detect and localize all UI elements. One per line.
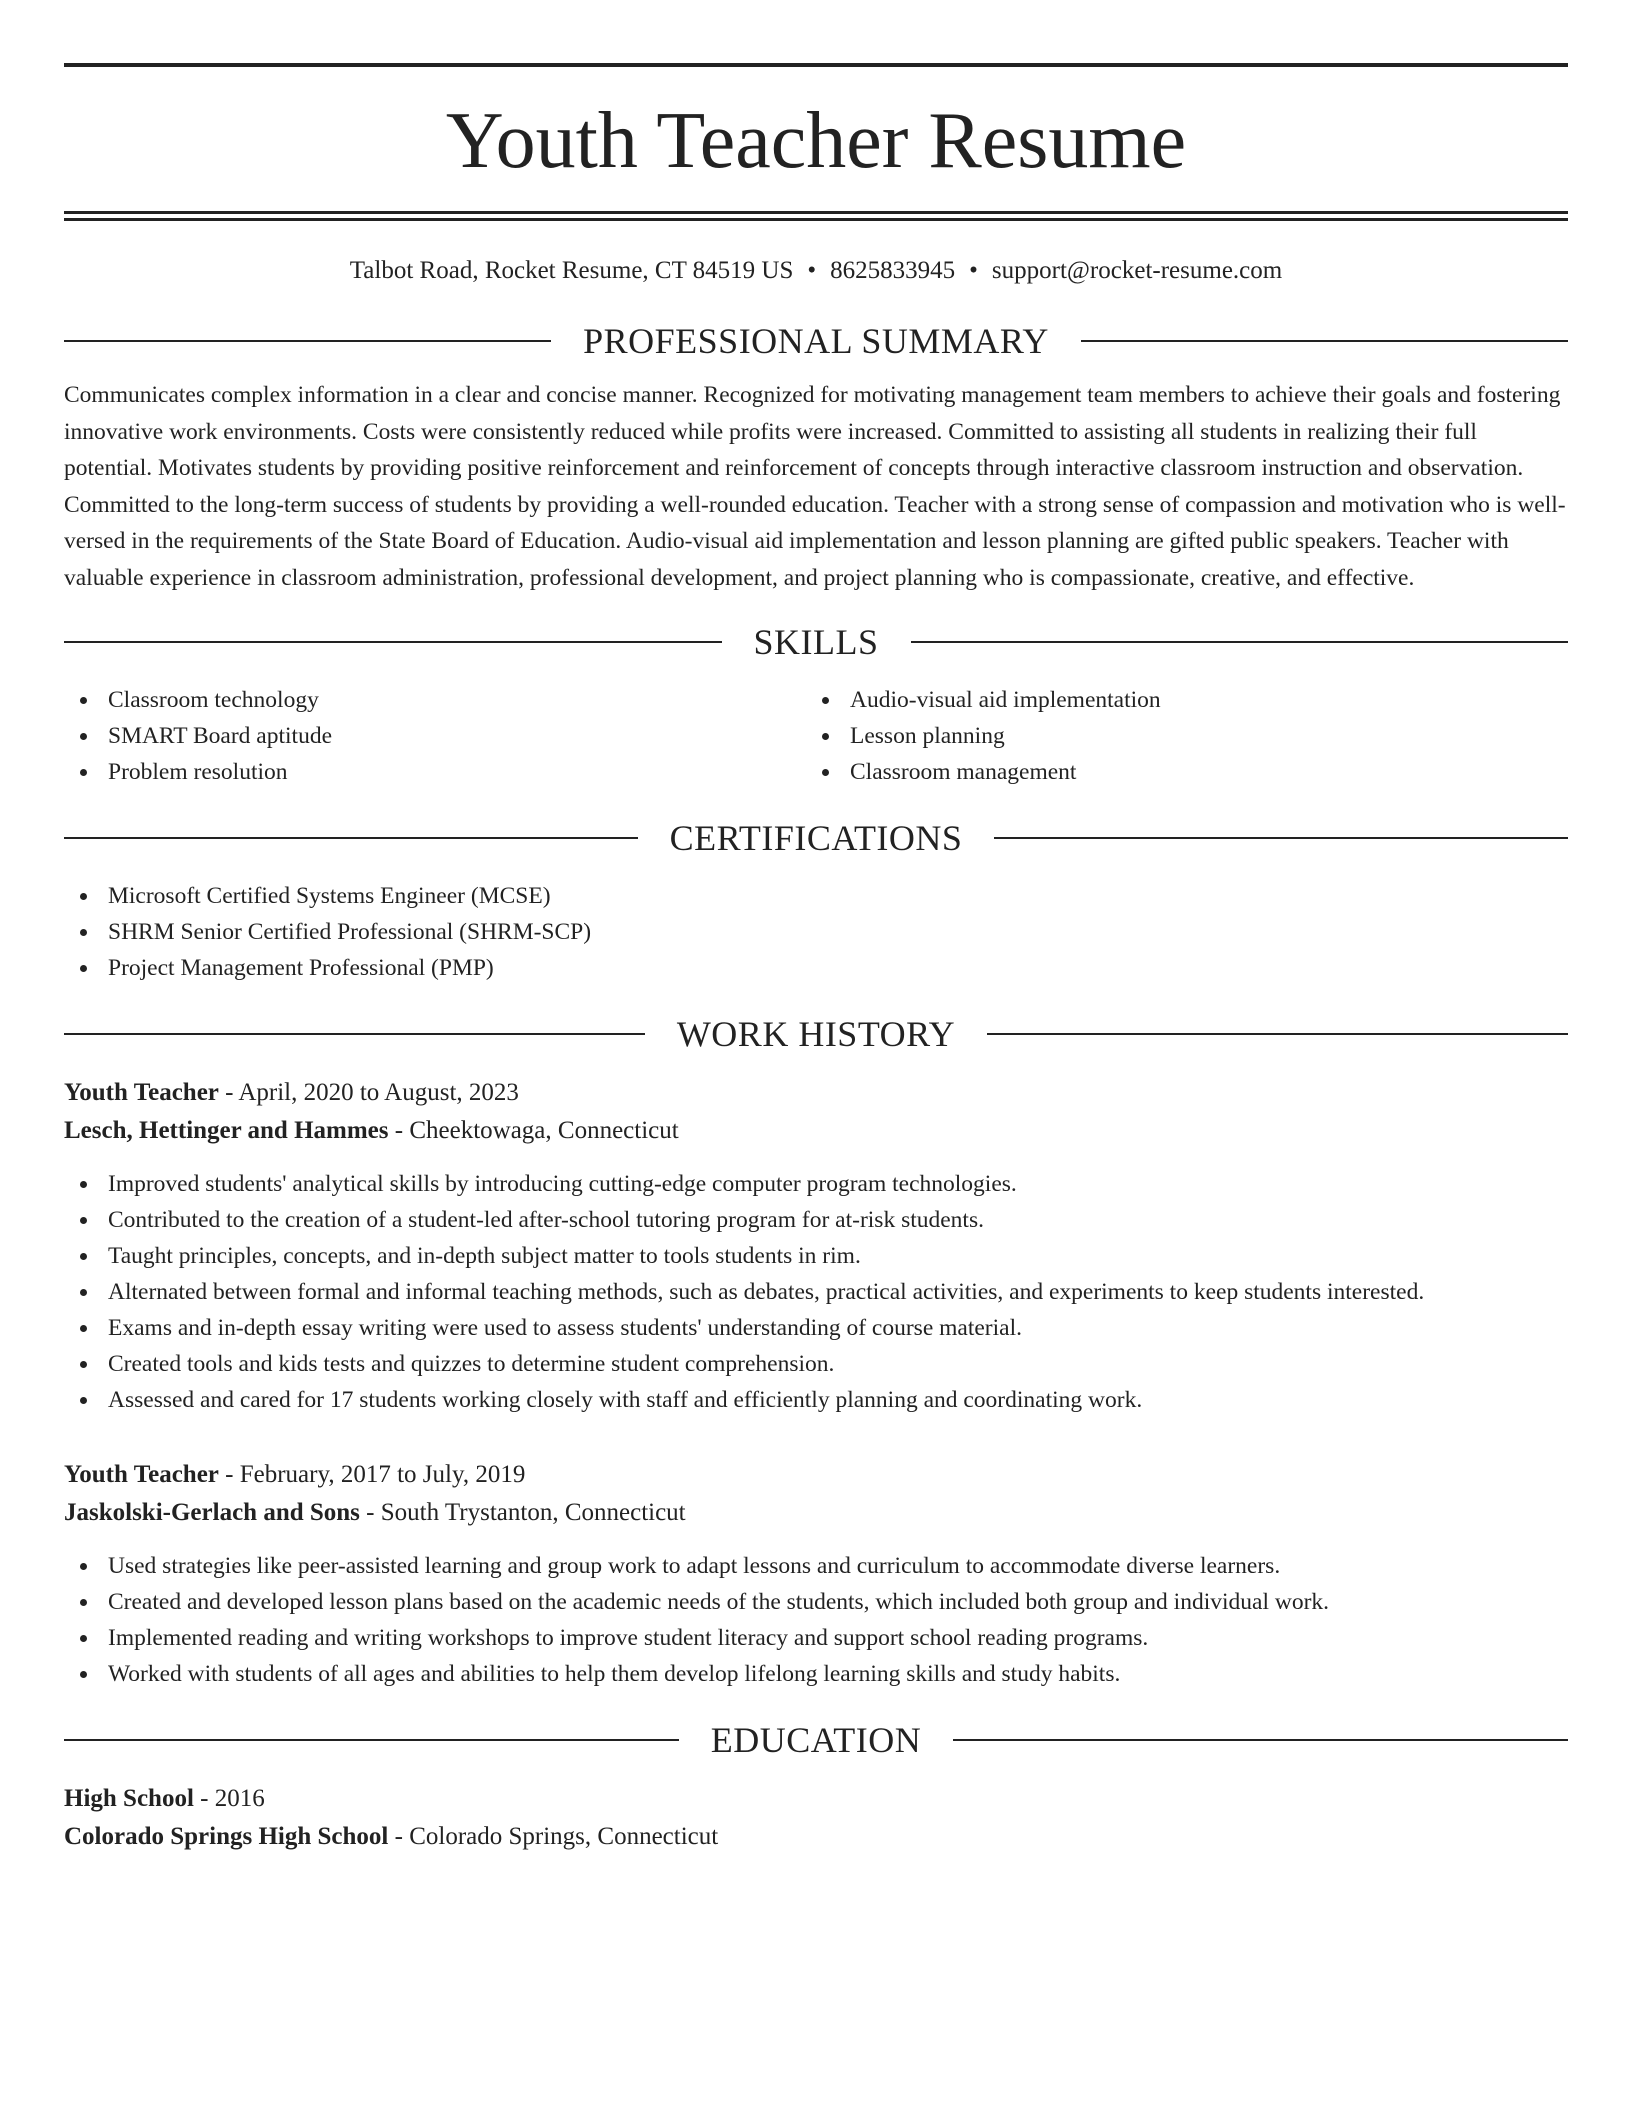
certification-item: SHRM Senior Certified Professional (SHRM-SCP): [64, 914, 1568, 950]
education-school-line: [64, 1818, 1568, 1856]
skill-item: Classroom technology: [64, 682, 806, 718]
job-entry: [64, 1074, 1568, 1418]
job-bullets: [64, 1548, 1568, 1692]
contact-line: [64, 255, 1568, 287]
section-heading-skills: [64, 620, 1568, 664]
dash: -: [225, 1460, 234, 1488]
heading-rule: [64, 641, 722, 643]
heading-rule: [64, 340, 551, 342]
job-bullet: Contributed to the creation of a student-led after-school tutoring program for at-risk students.: [64, 1202, 1568, 1238]
heading-rule: [64, 1739, 679, 1741]
job-title: Youth Teacher: [64, 1460, 219, 1488]
job-bullet: Assessed and cared for 17 students working closely with staff and efficiently planning and coordinating work.: [64, 1382, 1568, 1418]
job-title-line: [64, 1074, 1568, 1112]
dash: -: [394, 1822, 403, 1850]
heading-rule: [1081, 340, 1568, 342]
resume-title: Youth Teacher Resume: [445, 97, 1187, 185]
skill-item: Lesson planning: [806, 718, 1548, 754]
heading-rule: [994, 837, 1568, 839]
section-heading-summary: [64, 319, 1568, 363]
job-company: Lesch, Hettinger and Hammes: [64, 1116, 389, 1144]
section-title: SKILLS: [753, 621, 879, 662]
job-dates: February, 2017 to July, 2019: [239, 1460, 526, 1488]
certifications-list: [64, 878, 1568, 986]
heading-rule: [953, 1739, 1568, 1741]
heading-rule: [64, 1033, 645, 1035]
title-double-rule: [64, 211, 1568, 221]
job-bullet: Taught principles, concepts, and in-depth subject matter to tools students in rim.: [64, 1238, 1568, 1274]
certification-item: Project Management Professional (PMP): [64, 950, 1568, 986]
skills-list-right: [806, 682, 1548, 790]
section-title: PROFESSIONAL SUMMARY: [583, 321, 1049, 361]
education-degree: High School: [64, 1784, 194, 1812]
skill-item: Problem resolution: [64, 754, 806, 790]
job-location: Cheektowaga, Connecticut: [409, 1116, 679, 1144]
dash: -: [366, 1498, 375, 1526]
job-dates: April, 2020 to August, 2023: [238, 1078, 519, 1106]
skills-columns: [64, 682, 1568, 790]
education-location: Colorado Springs, Connecticut: [409, 1822, 719, 1850]
section-heading-certifications: [64, 816, 1568, 860]
section-title: WORK HISTORY: [676, 1013, 956, 1054]
contact-separator: •: [969, 257, 978, 284]
certification-item: Microsoft Certified Systems Engineer (MCSE): [64, 878, 1568, 914]
skill-item: Classroom management: [806, 754, 1548, 790]
skill-item: Audio-visual aid implementation: [806, 682, 1548, 718]
dash: -: [200, 1784, 209, 1812]
summary-paragraph: Communicates complex information in a clear and concise manner. Recognized for motivating management team members to achieve their goals and fostering innovative work environments. Costs were consistently reduced while profits were increased. Committed to assisting all students in realizing their full potential. Motivates students by providing positive reinforcement and reinforcement of concepts through interactive classroom instruction and observation. Committed to the long-term success of students by providing a well-rounded education. Teacher with a strong sense of compassion and motivation who is well-versed in the requirements of the State Board of Education. Audio-visual aid implementation and lesson planning are gifted public speakers. Teacher with valuable experience in classroom administration, professional development, and project planning who is compassionate, creative, and effective.: [64, 382, 1566, 591]
job-title: Youth Teacher: [64, 1078, 219, 1106]
top-rule: [64, 63, 1568, 67]
job-bullet: Used strategies like peer-assisted learning and group work to adapt lessons and curriculum to accommodate diverse learners.: [64, 1548, 1568, 1584]
contact-email: support@rocket-resume.com: [991, 257, 1283, 284]
job-entry: [64, 1456, 1568, 1692]
job-bullet: Improved students' analytical skills by introducing cutting-edge computer program technologies.: [64, 1166, 1568, 1202]
job-bullet: Worked with students of all ages and abilities to help them develop lifelong learning skills and study habits.: [64, 1656, 1568, 1692]
job-company-line: [64, 1494, 1568, 1532]
section-heading-work-history: [64, 1012, 1568, 1056]
job-bullet: Created tools and kids tests and quizzes to determine student comprehension.: [64, 1346, 1568, 1382]
section-title: EDUCATION: [710, 1719, 922, 1760]
job-bullets: [64, 1166, 1568, 1418]
skills-list-left: [64, 682, 806, 790]
job-bullet: Exams and in-depth essay writing were used to assess students' understanding of course material.: [64, 1310, 1568, 1346]
dash: -: [394, 1116, 404, 1144]
education-degree-line: [64, 1780, 1568, 1818]
heading-rule: [64, 837, 638, 839]
dash: -: [225, 1078, 234, 1106]
section-heading-education: [64, 1718, 1568, 1762]
job-bullet: Implemented reading and writing workshops to improve student literacy and support school reading programs.: [64, 1620, 1568, 1656]
heading-rule: [987, 1033, 1568, 1035]
job-title-line: [64, 1456, 1568, 1494]
job-company-line: [64, 1112, 1568, 1150]
education-entry: [64, 1780, 1568, 1856]
contact-separator: •: [807, 257, 817, 284]
education-school: Colorado Springs High School: [64, 1822, 389, 1850]
contact-address: Talbot Road, Rocket Resume, CT 84519 US: [349, 257, 794, 284]
section-title: CERTIFICATIONS: [669, 817, 963, 858]
job-bullet: Created and developed lesson plans based on the academic needs of the students, which included both group and individual work.: [64, 1584, 1568, 1620]
job-company: Jaskolski-Gerlach and Sons: [64, 1498, 360, 1526]
skill-item: SMART Board aptitude: [64, 718, 806, 754]
education-year: 2016: [214, 1784, 265, 1812]
heading-rule: [911, 641, 1569, 643]
job-location: South Trystanton, Connecticut: [380, 1498, 686, 1526]
contact-phone: 8625833945: [830, 257, 956, 284]
job-bullet: Alternated between formal and informal teaching methods, such as debates, practical activities, and experiments to keep students interested.: [64, 1274, 1568, 1310]
